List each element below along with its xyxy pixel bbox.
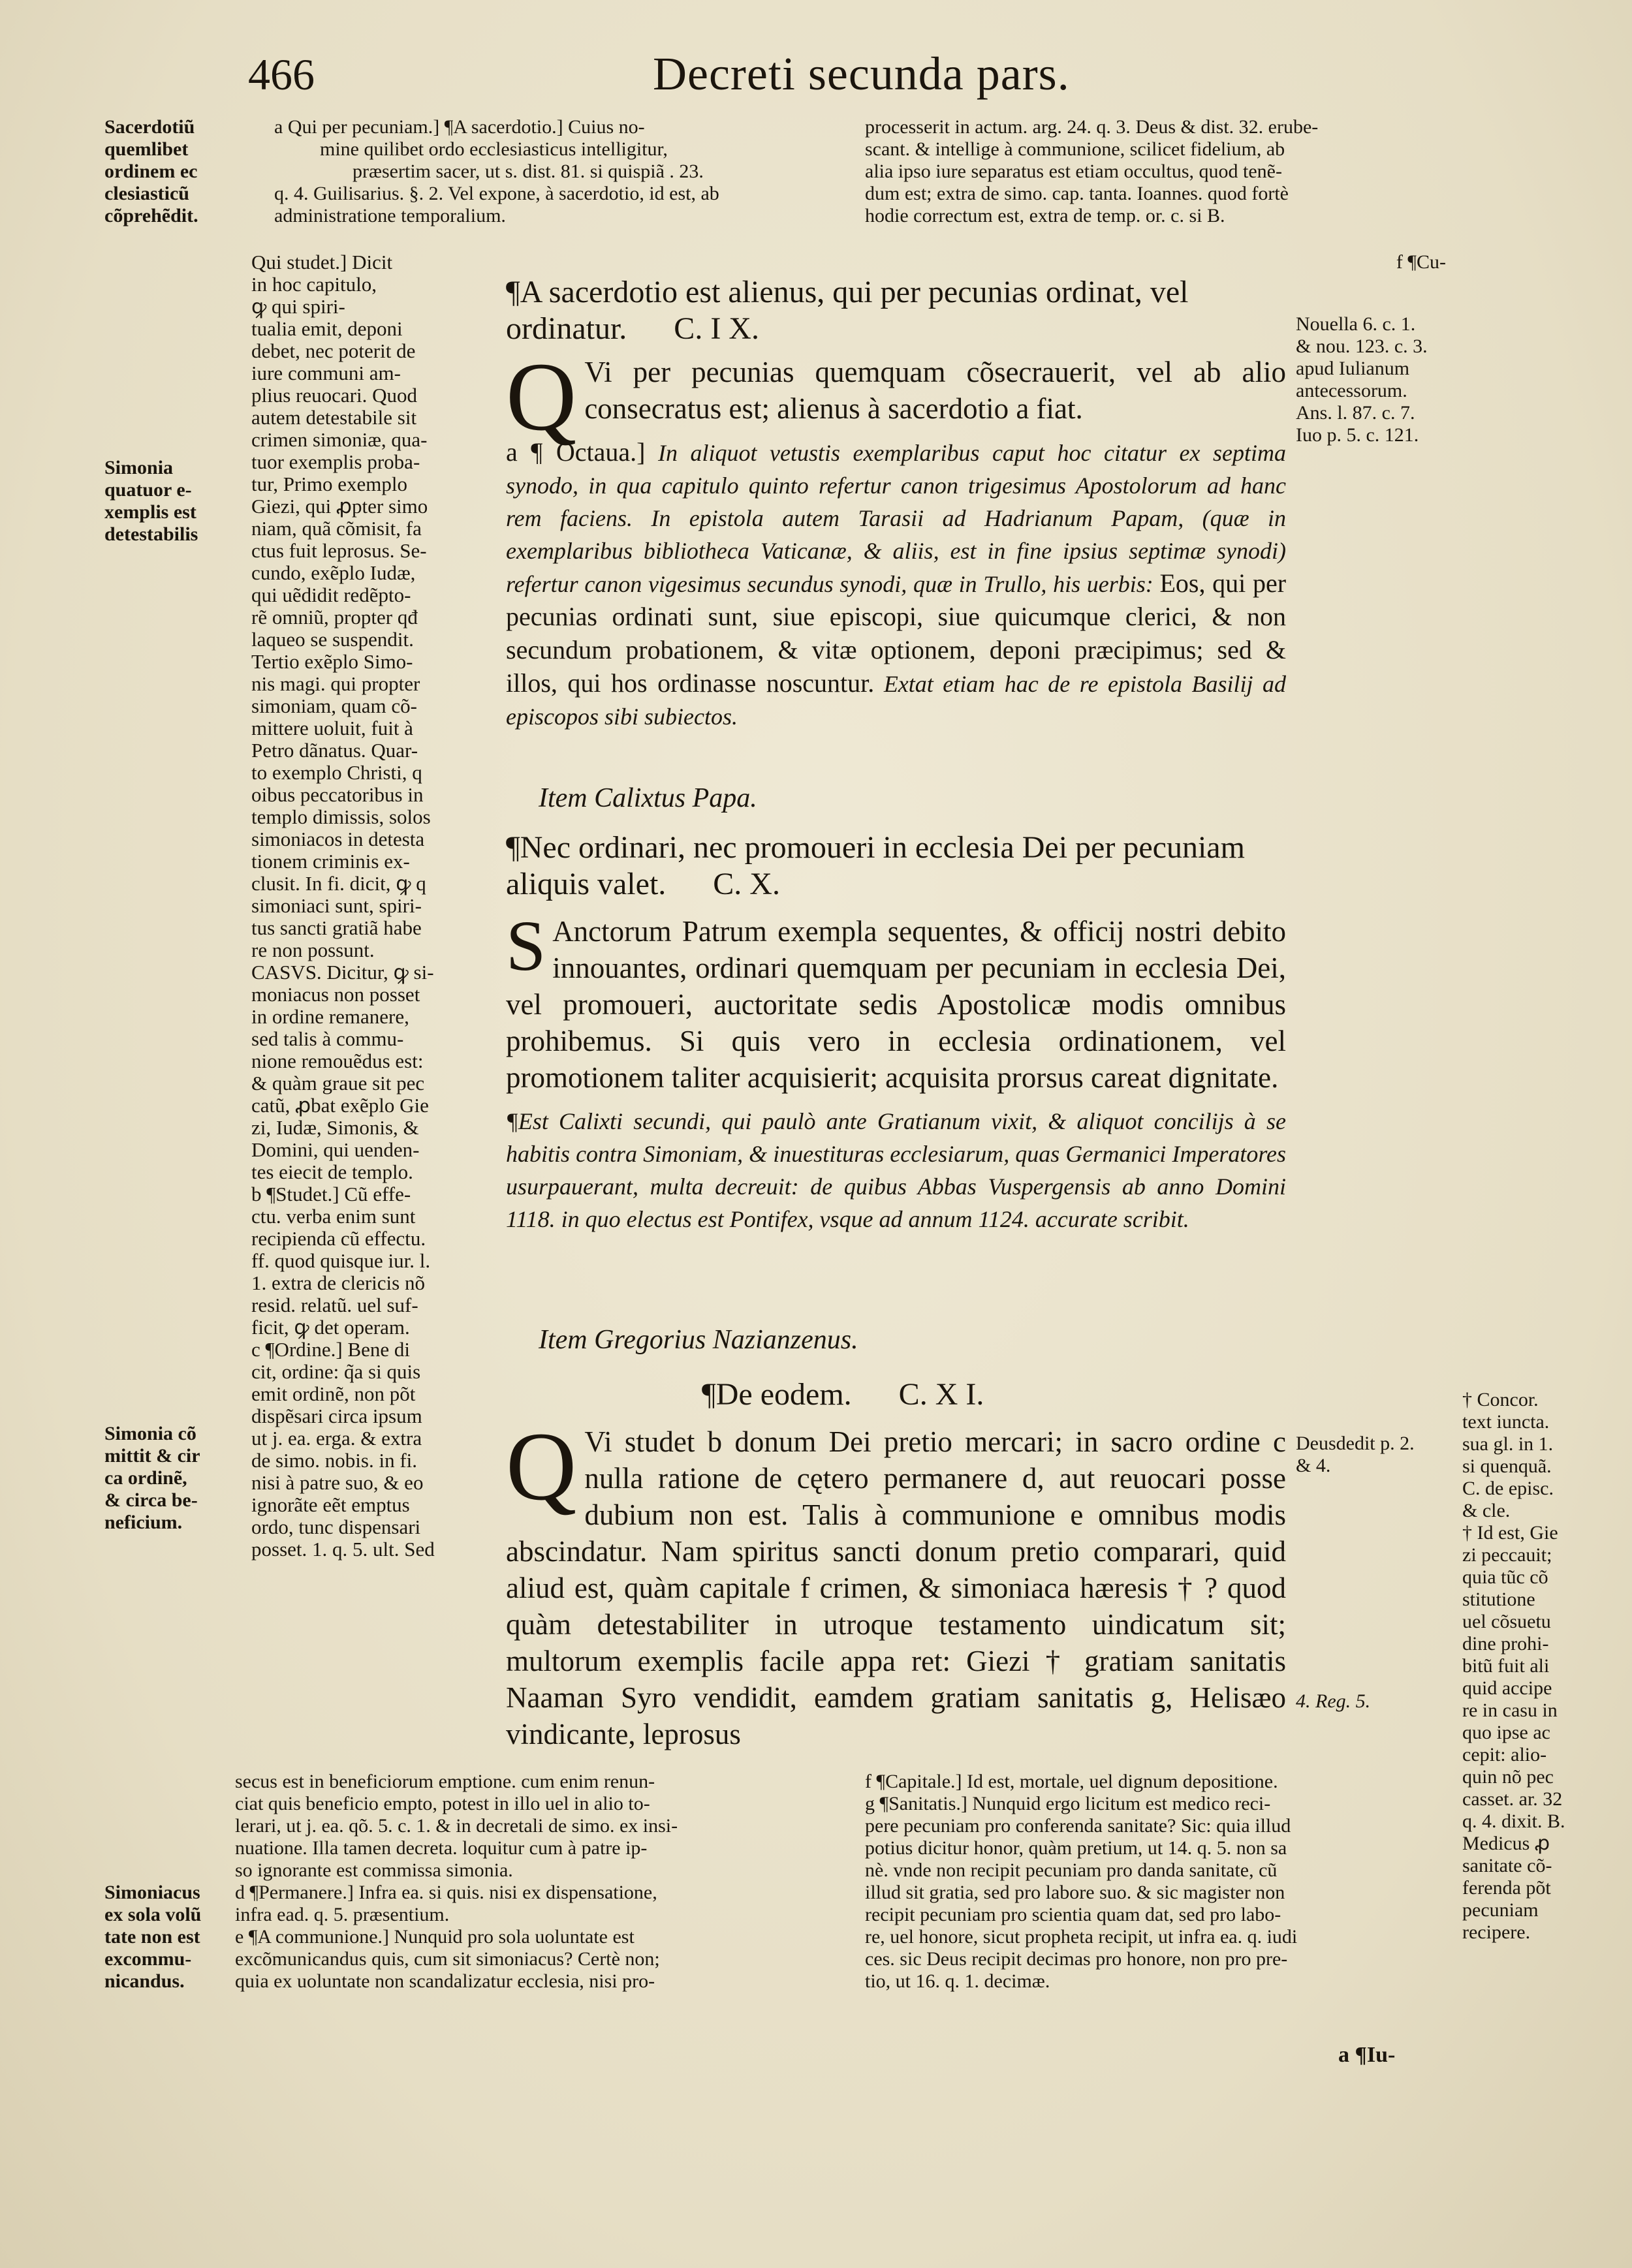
- gloss-line: ꝙ qui spiri-: [251, 295, 345, 318]
- drop-capital: Q: [506, 1412, 577, 1521]
- gloss-line: excõmunicandus quis, cum sit simoniacus? Certè non;: [235, 1948, 660, 1970]
- gloss-line: debet, nec poterit de: [251, 339, 416, 362]
- gloss-line: scant. & intellige à communione, scilicet fidelium, ab: [865, 138, 1285, 160]
- gloss-line: præsertim sacer, ut s. dist. 81. si quispiã . 23.: [353, 161, 704, 182]
- gloss-line: simoniam, quam cõ-: [251, 694, 417, 717]
- gloss-line: a Qui per pecuniam.] ¶A sacerdotio.] Cuius no-: [274, 116, 645, 138]
- chapter-number: C. X I.: [898, 1377, 984, 1412]
- chapter-10: [506, 780, 1286, 1235]
- margin-line: nicandus.: [104, 1970, 185, 1992]
- margin-line: Iuo p. 5. c. 121.: [1296, 424, 1419, 446]
- gloss-line: posset. 1. q. 5. ult. Sed: [251, 1538, 435, 1561]
- right-margin-note: [1296, 313, 1459, 446]
- gloss-line: tio, ut 16. q. 1. decimæ.: [865, 1970, 1050, 1992]
- margin-line: apud Iulianum: [1296, 358, 1410, 379]
- margin-line: excommu-: [104, 1948, 192, 1970]
- margin-line: q. 4. dixit. B.: [1462, 1810, 1565, 1832]
- margin-line: quia tũc cõ: [1462, 1566, 1548, 1588]
- margin-line: † Id est, Gie: [1462, 1522, 1558, 1544]
- gloss-line: q. 4. Guilisarius. §. 2. Vel expone, à sacerdotio, id est, ab: [274, 183, 719, 204]
- margin-line: Deusdedit p. 2.: [1296, 1433, 1415, 1454]
- right-margin-note: [1296, 251, 1446, 273]
- margin-line: antecessorum.: [1296, 380, 1407, 401]
- gloss-line: Giezi, qui ꝓpter simo: [251, 495, 428, 518]
- note-italic: In aliquot vetustis exemplaribus caput hoc citatur ex septima synodo, in qua capitulo quinto refertur canon trigesimus Apostolorum ad hanc rem faciens. In epistola autem Tarasii ad Hadrianum Papam, (quæ in exemplaribus bibliotheca Vaticanæ, & aliis, est in fine ipsius septimæ synodi) refertur canon vigesimus secundus synodi, quæ in Trullo, his uerbis:: [506, 440, 1287, 597]
- margin-line: quemlibet: [104, 138, 189, 160]
- margin-line: mittit & cir: [104, 1445, 200, 1467]
- margin-line: Ans. l. 87. c. 7.: [1296, 402, 1415, 424]
- gloss-line: crimen simoniæ, qua-: [251, 428, 428, 451]
- gloss-line: simoniacos in detesta: [251, 828, 425, 850]
- gloss-line: & quàm graue sit pec: [251, 1072, 425, 1095]
- gloss-line: tur, Primo exemplo: [251, 473, 407, 495]
- note-roman: Eos, qui per pecunias ordinati sunt, siue episcopi, siue quicumque clerici, & non secundum probationem, & vitæ optionem, deponi præcipimus; sed & illos, qui hos ordinasse noscuntur.: [506, 568, 1287, 698]
- gloss-column: [251, 251, 486, 1561]
- margin-line: f ¶Cu-: [1396, 251, 1446, 273]
- gloss-line: cit, ordine: q̃a si quis: [251, 1360, 421, 1383]
- gloss-line: clusit. In fi. dicit, ꝙ q: [251, 872, 426, 895]
- margin-line: sua gl. in 1.: [1462, 1433, 1554, 1455]
- gloss-line: ciat quis beneficio empto, potest in illo uel in alio to-: [235, 1793, 650, 1814]
- gloss-line: d ¶Permanere.] Infra ea. si quis. nisi ex dispensatione,: [235, 1882, 657, 1903]
- gloss-line: niam, quã cõmisit, fa: [251, 517, 422, 540]
- gloss-top-right: [865, 116, 1472, 227]
- gloss-line: recipienda cũ effectu.: [251, 1227, 426, 1250]
- margin-line: xemplis est: [104, 501, 196, 523]
- margin-line: ferenda põt: [1462, 1877, 1551, 1899]
- gloss-line: dum est; extra de simo. cap. tanta. Ioannes. quod fortè: [865, 183, 1289, 204]
- page-number: 466: [248, 50, 315, 99]
- bottom-gloss-left: [235, 1771, 855, 1993]
- gloss-line: hodie correctum est, extra de temp. or. c. si B.: [865, 205, 1225, 226]
- gloss-line: nuatione. Illa tamen decreta. loquitur cum à patre ip-: [235, 1837, 648, 1859]
- gloss-line: processerit in actum. arg. 24. q. 3. Deus & dist. 32. erube-: [865, 116, 1319, 138]
- gloss-line: sed talis à commu-: [251, 1027, 404, 1050]
- gloss-line: c ¶Ordine.] Bene di: [251, 1338, 411, 1361]
- margin-line: & 4.: [1296, 1455, 1331, 1476]
- gloss-line: re, uel honore, sicut propheta recipit, ut infra ea. q. iudi: [865, 1926, 1298, 1948]
- margin-line: Sacerdotiũ: [104, 116, 195, 138]
- gloss-line: ut j. ea. erga. & extra: [251, 1427, 422, 1450]
- gloss-line: autem detestabile sit: [251, 406, 417, 429]
- gloss-line: simoniaci sunt, spiri-: [251, 894, 422, 917]
- margin-line: Simonia: [104, 457, 174, 478]
- catchword: a ¶Iu-: [1338, 2043, 1396, 2067]
- margin-line: uel cõsuetu: [1462, 1611, 1551, 1632]
- gloss-line: catũ, ꝓbat exẽplo Gie: [251, 1094, 429, 1117]
- rubric-text: ¶Nec ordinari, nec promoueri in ecclesia Dei per pecuniam aliquis valet.: [506, 830, 1245, 901]
- gloss-line: plius reuocari. Quod: [251, 384, 417, 407]
- margin-line: Medicus ꝓ: [1462, 1833, 1550, 1854]
- gloss-line: Domini, qui uenden-: [251, 1138, 420, 1161]
- chapter-note: ¶Est Calixti secundi, qui paulò ante Gratianum vixit, & aliquot concilijs à se habitis contra Simoniam, & inuestituras ecclesiarum, quas Germanici Imperatores usurpauerant, multa decreuit: de quibus Abbas Vuspergensis ab anno Domini 1118. in quo electus est Pontifex, vsque ad annum 1124. accurate scribit.: [506, 1108, 1286, 1232]
- gloss-line: ff. quod quisque iur. l.: [251, 1249, 431, 1272]
- gloss-line: ignorãte eẽt emptus: [251, 1493, 410, 1516]
- margin-line: text iuncta.: [1462, 1411, 1550, 1433]
- gloss-line: Qui studet.] Dicit: [251, 251, 393, 273]
- gloss-line: ctus fuit leprosus. Se-: [251, 539, 427, 562]
- chapter-number: C. I X.: [674, 311, 759, 346]
- drop-capital: S: [506, 906, 546, 986]
- chapter-11: [506, 1322, 1286, 1752]
- gloss-line: lerari, ut j. ea. qõ. 5. c. 1. & in decretali de simo. ex insi-: [235, 1815, 678, 1837]
- chapter-note: [506, 436, 1286, 733]
- gloss-line: Tertio exẽplo Simo-: [251, 650, 413, 673]
- gloss-line: in ordine remanere,: [251, 1005, 409, 1028]
- gloss-line: nione remouẽdus est:: [251, 1049, 424, 1072]
- right-margin-far: [1462, 1389, 1619, 1944]
- margin-line: Nouella 6. c. 1.: [1296, 313, 1416, 335]
- chapter-text: [506, 1412, 1286, 1752]
- margin-line: clesiasticũ: [104, 183, 189, 204]
- gloss-line: templo dimissis, solos: [251, 805, 431, 828]
- gloss-line: illud sit gratia, sed pro labore suo. & sic magister non: [865, 1882, 1285, 1903]
- chapter-text: [506, 343, 1286, 451]
- gloss-line: cundo, exẽplo Iudæ,: [251, 561, 416, 584]
- gloss-line: tes eiecit de templo.: [251, 1160, 413, 1183]
- running-head: Decreti secunda pars.: [653, 48, 1070, 100]
- margin-line: cõprehẽdit.: [104, 205, 198, 226]
- gloss-line: ctu. verba enim sunt: [251, 1205, 416, 1228]
- gloss-line: emit ordinẽ, non põt: [251, 1382, 416, 1405]
- margin-line: bitũ fuit ali: [1462, 1655, 1550, 1677]
- right-margin-note: [1296, 1433, 1459, 1477]
- margin-line: & circa be-: [104, 1489, 198, 1511]
- gloss-line: ficit, ꝙ det operam.: [251, 1316, 410, 1339]
- gloss-line: tionem criminis ex-: [251, 850, 410, 873]
- rubric-text: ¶De eodem.: [702, 1377, 852, 1412]
- margin-line: Simonia cõ: [104, 1423, 196, 1444]
- gloss-line: laqueo se suspendit.: [251, 628, 414, 651]
- margin-line: si quenquã.: [1462, 1455, 1552, 1477]
- gloss-line: alia ipso iure separatus est etiam occultus, quod tenẽ-: [865, 161, 1282, 182]
- margin-line: zi peccauit;: [1462, 1544, 1552, 1566]
- gloss-line: nis magi. qui propter: [251, 672, 420, 695]
- gloss-line: qui uẽdidit redẽpto-: [251, 583, 411, 606]
- chapter-9: [506, 274, 1286, 733]
- left-margin-note: [104, 116, 255, 227]
- margin-line: C. de episc.: [1462, 1478, 1554, 1499]
- margin-line: recipere.: [1462, 1921, 1531, 1943]
- margin-line: ordinem ec: [104, 161, 198, 182]
- gloss-line: ordo, tunc dispensari: [251, 1515, 421, 1538]
- gloss-line: moniacus non posset: [251, 983, 420, 1006]
- margin-line: casset. ar. 32: [1462, 1788, 1563, 1810]
- gloss-line: Petro dãnatus. Quar-: [251, 739, 418, 762]
- margin-line: tate non est: [104, 1926, 200, 1948]
- gloss-line: CASVS. Dicitur, ꝙ si-: [251, 961, 434, 984]
- margin-line: 4. Reg. 5.: [1296, 1690, 1371, 1712]
- rubric-text: ¶A sacerdotio est alienus, qui per pecunias ordinat, vel ordinatur.: [506, 275, 1189, 346]
- gloss-line: tualia emit, deponi: [251, 317, 403, 340]
- margin-line: re in casu in: [1462, 1700, 1558, 1721]
- margin-line: quin nõ pec: [1462, 1766, 1554, 1788]
- gloss-line: dispẽsari circa ipsum: [251, 1405, 422, 1427]
- gloss-line: nè. vnde non recipit pecuniam pro danda sanitate, cũ: [865, 1859, 1278, 1881]
- gloss-line: b ¶Studet.] Cũ effe-: [251, 1183, 411, 1205]
- margin-line: stitutione: [1462, 1589, 1535, 1610]
- gloss-top-left: [274, 116, 849, 227]
- gloss-line: recipit pecuniam pro scientia quam dat, sed pro labo-: [865, 1904, 1281, 1925]
- chapter-number: C. X.: [713, 867, 780, 901]
- gloss-line: to exemplo Christi, q: [251, 761, 422, 784]
- gloss-line: resid. relatũ. uel suf-: [251, 1294, 418, 1316]
- gloss-line: mine quilibet ordo ecclesiasticus intelligitur,: [320, 138, 668, 160]
- margin-line: cepit: alio-: [1462, 1744, 1547, 1765]
- author-line: Item Gregorius Nazianzenus.: [539, 1325, 858, 1355]
- note-italic-end: Extat etiam hac de re epistola Basilij ad episcopos sibi subiectos.: [506, 671, 1286, 730]
- margin-line: † Concor.: [1462, 1389, 1539, 1410]
- author-line: Item Calixtus Papa.: [539, 783, 757, 813]
- drop-capital: Q: [506, 343, 577, 451]
- gloss-line: g ¶Sanitatis.] Nunquid ergo licitum est medico reci-: [865, 1793, 1271, 1814]
- gloss-line: re non possunt.: [251, 939, 375, 961]
- left-margin-note: [104, 1423, 255, 1534]
- gloss-line: secus est in beneficiorum emptione. cum enim renun-: [235, 1771, 655, 1792]
- left-margin-note: [104, 1882, 255, 1993]
- margin-line: pecuniam: [1462, 1899, 1539, 1921]
- chapter-rubric: [506, 1376, 1286, 1413]
- gloss-line: rẽ omniũ, propter qđ: [251, 606, 418, 629]
- gloss-line: oibus peccatoribus in: [251, 783, 424, 806]
- bottom-gloss-right: [865, 1771, 1472, 1993]
- gloss-line: f ¶Capitale.] Id est, mortale, uel dignum depositione.: [865, 1771, 1278, 1792]
- margin-line: detestabilis: [104, 523, 198, 545]
- chapter-rubric: [506, 830, 1286, 903]
- gloss-line: 1. extra de clericis nõ: [251, 1271, 425, 1294]
- margin-line: quid accipe: [1462, 1677, 1552, 1699]
- margin-line: ex sola volũ: [104, 1904, 202, 1925]
- gloss-line: quia ex uoluntate non scandalizatur ecclesia, nisi pro-: [235, 1970, 655, 1992]
- margin-line: dine prohi-: [1462, 1633, 1549, 1654]
- text-span: Vi per pecunias quemquam cõsecrauerit, vel ab alio consecratus est; alienus à sacerdotio a fiat.: [584, 356, 1286, 425]
- text-span: Anctorum Patrum exempla sequentes, & officij nostri debito innouantes, ordinari quemquam per pecuniam in ecclesia Dei, vel promoueri, auctoritate sedis Apostolicæ modis omnibus prohibemus. Si quis vero in ecclesia ordinationem, vel promotionem taliter acquisierit; acquisita prorsus careat dignitate.: [506, 915, 1286, 1094]
- margin-line: neficium.: [104, 1512, 183, 1533]
- margin-line: quatuor e-: [104, 479, 192, 501]
- margin-line: sanitate cõ-: [1462, 1855, 1552, 1876]
- margin-line: & cle.: [1462, 1500, 1511, 1521]
- gloss-line: in hoc capitulo,: [251, 273, 377, 296]
- gloss-line: de simo. nobis. in fi.: [251, 1449, 418, 1472]
- note-label: a ¶ Octaua.]: [506, 437, 646, 467]
- gloss-line: potius dicitur honor, quàm pretium, ut 14. q. 5. non sa: [865, 1837, 1287, 1859]
- gloss-line: infra ead. q. 5. præsentium.: [235, 1904, 450, 1925]
- chapter-text: [506, 906, 1286, 1096]
- gloss-line: tuor exemplis proba-: [251, 450, 420, 473]
- gloss-line: ces. sic Deus recipit decimas pro honore, non pro pre-: [865, 1948, 1288, 1970]
- text-span: Vi studet b donum Dei pretio mercari; in sacro ordine c nulla ratione de cętero permanere d, aut reuocari posse dubium non est. Talis à communione e omnibus modis abscindatur. Nam spiritus sancti donum pretio comparari, quid aliud est, quàm capitale f crimen, & simoniaca hæresis † ? quod quàm detestabiliter in utroque testamento uindicatum sit; multorum exemplis facile appa ret: Giezi † gratiam sanitatis Naaman Syro vendidit, eamdem gratiam sanitatis g, Helisæo vindicante, leprosus: [506, 1425, 1286, 1750]
- gloss-line: so ignorante est commissa simonia.: [235, 1859, 513, 1881]
- margin-line: quo ipse ac: [1462, 1722, 1550, 1743]
- gloss-line: administratione temporalium.: [274, 205, 506, 226]
- gloss-line: pere pecuniam pro conferenda sanitate? Sic: quia illud: [865, 1815, 1291, 1837]
- left-margin-note: [104, 457, 255, 546]
- gloss-line: iure communi am-: [251, 362, 401, 384]
- gloss-line: zi, Iudæ, Simonis, &: [251, 1116, 419, 1139]
- chapter-rubric: [506, 274, 1286, 347]
- gloss-line: mittere uoluit, fuit à: [251, 717, 413, 739]
- margin-line: Simoniacus: [104, 1882, 200, 1903]
- gloss-line: e ¶A communione.] Nunquid pro sola uoluntate est: [235, 1926, 635, 1948]
- right-margin-note: [1296, 1690, 1459, 1713]
- margin-line: & nou. 123. c. 3.: [1296, 335, 1428, 357]
- gloss-line: tus sancti gratiã habe: [251, 916, 422, 939]
- gloss-line: nisi à patre suo, & eo: [251, 1471, 424, 1494]
- margin-line: ca ordinẽ,: [104, 1467, 187, 1489]
